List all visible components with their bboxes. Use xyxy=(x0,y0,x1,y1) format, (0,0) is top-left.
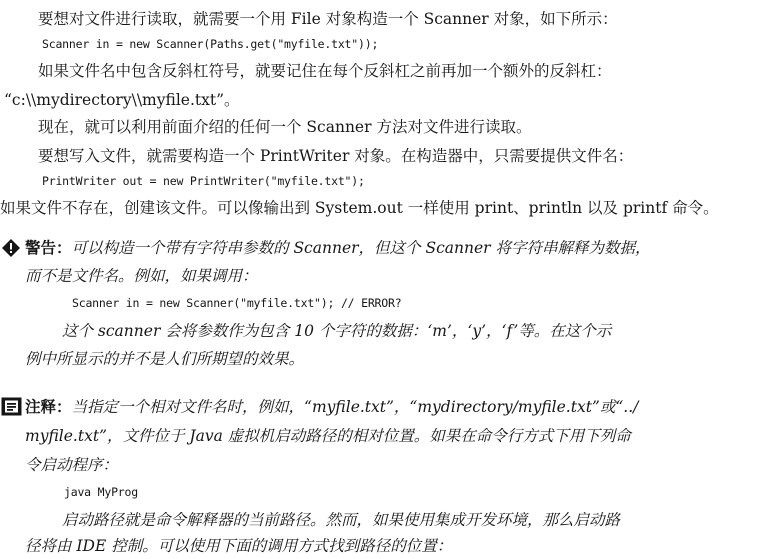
note-line-4: 启动路径就是命令解释器的当前路径。然而，如果使用集成开发环境，那么启动路 xyxy=(62,511,621,529)
note-line-1 xyxy=(25,396,638,418)
warning-text-1: 可以构造一个带有字符串参数的 Scanner，但这个 Scanner 将字符串解释为数据， xyxy=(71,239,651,257)
note-line-5: 径将由 IDE 控制。可以使用下面的调用方式找到路径的位置： xyxy=(25,537,453,555)
paragraph-write-file: 要想写入文件，就需要构造一个 PrintWriter 对象。在构造器中，只需要提供文件名： xyxy=(38,147,634,165)
paragraph-backslash: 如果文件名中包含反斜杠符号，就要记住在每个反斜杠之前再加一个额外的反斜杠： xyxy=(38,62,612,80)
paragraph-scanner-methods: 现在，就可以利用前面介绍的任何一个 Scanner 方法对文件进行读取。 xyxy=(38,118,532,136)
note-line-2: myfile.txt”，文件位于 Java 虚拟机启动路径的相对位置。如果在命令行方式下用下列命 xyxy=(25,427,631,445)
paragraph-file-not-exist: 如果文件不存在，创建该文件。可以像输出到 System.out 一样使用 print、println 以及 printf 命令。 xyxy=(0,199,719,217)
warning-line-1 xyxy=(25,237,650,259)
warning-line-3: 这个 scanner 会将参数作为包含 10 个字符的数据：‘m’，‘y’，‘f’等。在这个示 xyxy=(62,322,612,340)
note-line-3: 令启动程序： xyxy=(25,456,119,474)
note-icon xyxy=(1,397,22,416)
code-java-cmd: java MyProg xyxy=(64,485,138,499)
warning-line-4: 例中所显示的并不是人们所期望的效果。 xyxy=(25,350,305,368)
code-printwriter: PrintWriter out = new PrintWriter("myfile.txt"); xyxy=(42,174,365,188)
note-label: 注释： xyxy=(25,397,72,416)
code-scanner-error: Scanner in = new Scanner("myfile.txt"); // ERROR? xyxy=(72,296,402,310)
paragraph-backslash-example: “c:\\mydirectory\\myfile.txt”。 xyxy=(4,91,240,109)
code-scanner-paths: Scanner in = new Scanner(Paths.get("myfile.txt")); xyxy=(42,37,379,51)
note-text-1: 当指定一个相对文件名时，例如，“myfile.txt”，“mydirectory/myfile.txt”或“../ xyxy=(71,398,639,416)
paragraph-read-file: 要想对文件进行读取，就需要一个用 File 对象构造一个 Scanner 对象，如下所示： xyxy=(38,10,618,28)
warning-icon xyxy=(1,238,21,258)
warning-line-2: 而不是文件名。例如，如果调用： xyxy=(25,267,258,285)
warning-label: 警告： xyxy=(25,238,72,257)
